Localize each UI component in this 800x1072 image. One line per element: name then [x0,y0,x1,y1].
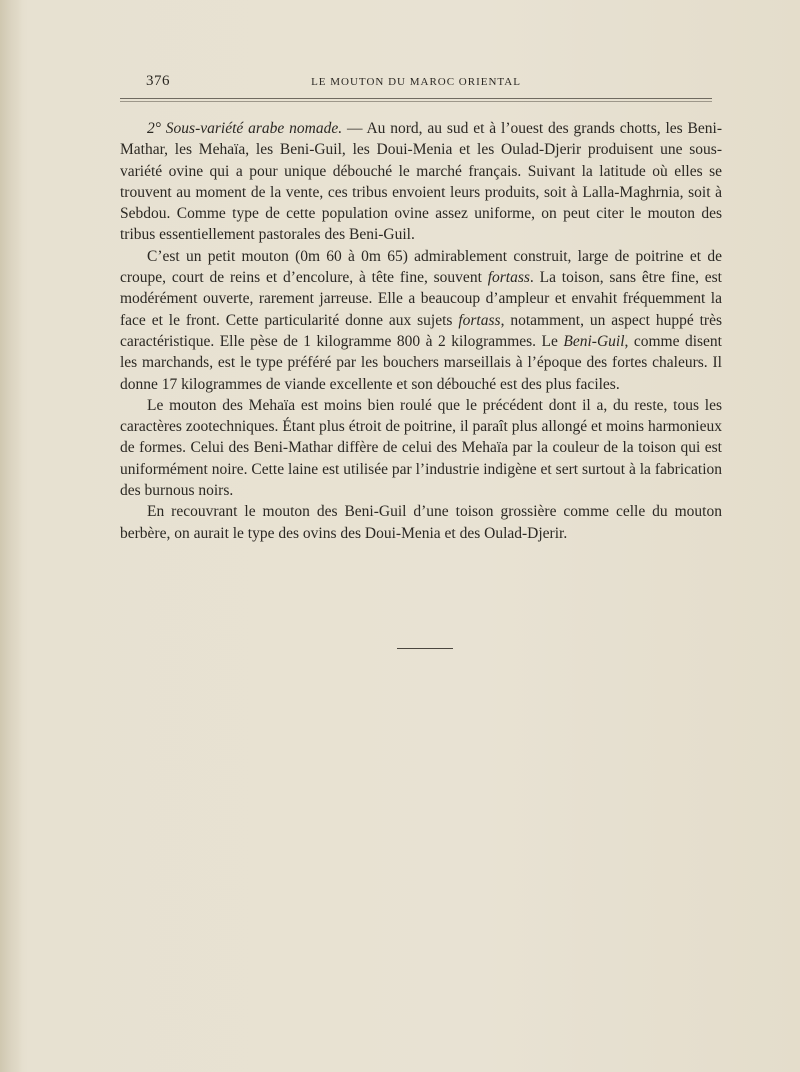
section-heading: 2° Sous-variété arabe nomade. [147,120,343,137]
paragraph-1-text: — Au nord, au sud et à l’ouest des grands chotts, les Beni-Mathar, les Mehaïa, les Beni-Guil, les Doui-Menia et les Oulad-Djerir produisent une sous-variété ovine qui a pour unique débouché le marché français. Suivant la latitude où elles se trouvent au moment de la vente, ces tribus envoient leurs produits, soit à Lalla-Maghrnia, soit à Sebdou. Comme type de cette population ovine assez uniforme, on peut citer le mouton des tribus essentiellement pastorales des Beni-Guil. [120,120,722,244]
header-rule-secondary [120,101,712,102]
paragraph-2-part-a: C’est un petit mouton (0m 60 à 0m 65) admirablement construit, large de poitrine et de croupe, court de reins et d’encolure, à tête fine, souvent [120,247,722,287]
paragraph-2 [120,246,722,395]
term-fortass-2: fortass [458,311,501,329]
running-title: LE MOUTON DU MAROC ORIENTAL [311,76,521,88]
page-header [120,73,712,93]
paragraph-2-part-e: , notamment, un aspect huppé très caractéristique. Elle pèse de 1 kilogramme 800 à 2 kilogrammes. Le [120,311,722,350]
paragraph-2-part-c: . La toison, sans être fine, est modérément ouverte, rarement jarreuse. Elle a beaucoup d’ampleur et envahit fréquemment la face et le front. Cette particularité donne aux sujets [120,269,722,329]
term-fortass: fortass [487,269,530,287]
paragraph-2-part-g: , comme disent les marchands, est le type préféré par les bouchers marseillais à l’époque des fortes chaleurs. Il donne 17 kilogrammes de viande excellente et son débouché est des plus faciles. [120,332,722,393]
page-edge-shadow [0,0,22,1072]
page-number: 376 [146,73,170,89]
term-beni-guil: Beni-Guil [563,332,625,350]
closing-rule [397,648,453,649]
header-rule [120,98,712,99]
paragraph-4: En recouvrant le mouton des Beni-Guil d’une toison grossière comme celle du mouton berbère, on aurait le type des ovins des Doui-Menia et des Oulad-Djerir. [120,503,722,542]
paragraph-3: Le mouton des Mehaïa est moins bien roulé que le précédent dont il a, du reste, tous les caractères zootechniques. Étant plus étroit de poitrine, il paraît plus allongé et moins harmonieux de formes. Celui des Beni-Mathar diffère de celui des Mehaïa par la couleur de la toison qui est uniformément noire. Cette laine est utilisée par l’industrie indigène et sert surtout à la fabrication des burnous noirs. [120,396,722,500]
paragraph-1 [120,118,722,246]
body-text [120,118,722,544]
